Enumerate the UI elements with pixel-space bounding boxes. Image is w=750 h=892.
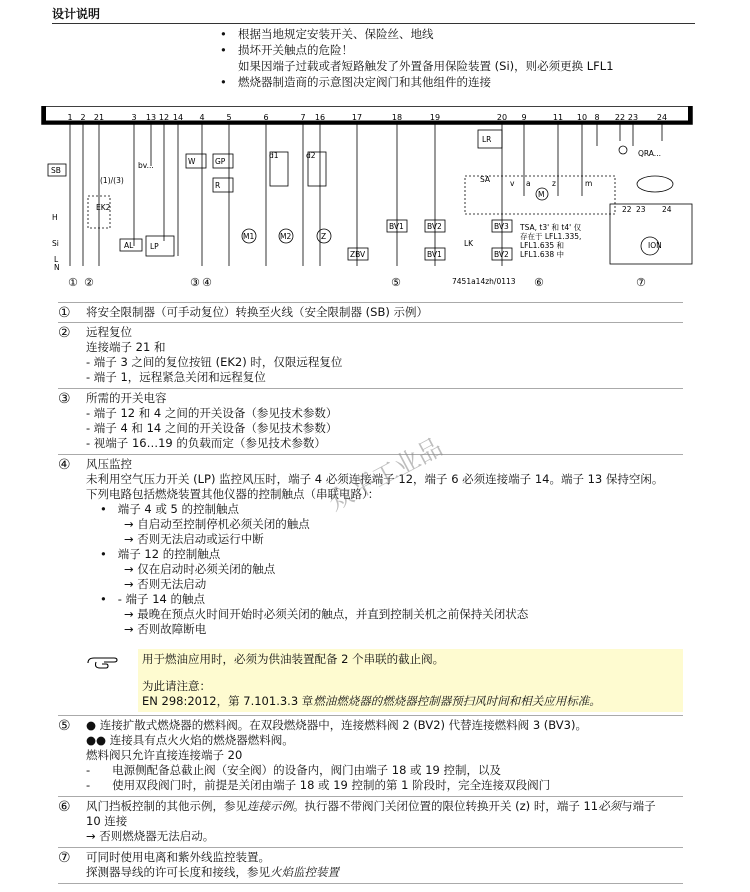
- section-title: 设计说明: [52, 7, 101, 21]
- terminal-label: 17: [351, 113, 363, 122]
- divider: [58, 847, 683, 848]
- row-text: - 端子 3 之间的复位按钮 (EK2) 时，仅限远程复位: [86, 355, 343, 369]
- label-qra: QRA...: [638, 149, 661, 158]
- row-text: 与端子: [621, 799, 656, 813]
- marker: ⑤: [391, 276, 401, 289]
- divider: [58, 454, 683, 455]
- note-text: EN 298:2012，第 7.101.3.3 章: [142, 694, 314, 708]
- note-link-text: 燃油燃烧器的燃烧器控制器预扫风时间和相关应用标准。: [313, 694, 601, 708]
- label-bv2-b: BV2: [494, 250, 509, 259]
- label-h: H: [52, 213, 58, 222]
- terminal-label: 23: [627, 113, 639, 122]
- cross-reference-link[interactable]: 连接示例: [247, 799, 293, 813]
- row-text: 探测器导线的许可长度和接线，参见: [86, 865, 270, 879]
- label-bv3: BV3: [494, 222, 509, 231]
- terminal-label: 9: [521, 113, 527, 122]
- label-ion: ION: [648, 241, 662, 250]
- row-text: 使用双段阀门时，前提是关闭由端子 18 或 19 控制的第 1 阶段时，完全连接双段阀门: [112, 778, 551, 792]
- note-reference: [142, 694, 601, 709]
- bullet-list: [220, 26, 700, 90]
- diagram-labels: [51, 135, 672, 286]
- row-dash-item: - 使用双段阀门时，前提是关闭由端子 18 或 19 控制的第 1 阶段时，完全连接双段阀门: [86, 778, 551, 792]
- row-text: 端子 4 或 5 的控制触点: [117, 502, 240, 516]
- label-si: Si: [52, 239, 59, 248]
- marker: ①: [68, 276, 78, 289]
- terminal-label: 6: [263, 113, 269, 122]
- note-text: 为此请注意：: [142, 679, 211, 693]
- row-number: ⑥: [58, 799, 71, 815]
- label-r: R: [215, 181, 221, 190]
- label-z2: z: [552, 179, 556, 188]
- terminal-label: 10: [576, 113, 588, 122]
- marker: ③: [190, 276, 200, 289]
- label-a: a: [526, 179, 531, 188]
- divider: [58, 302, 683, 303]
- terminal-label: 16: [314, 113, 326, 122]
- terminal-label: 22: [614, 113, 626, 122]
- divider: [58, 883, 683, 884]
- label-bv1: BV1: [389, 222, 404, 231]
- label-gp: GP: [215, 157, 226, 166]
- row-text: → 仅在启动时必须关闭的触点: [124, 562, 276, 576]
- label-m1: M1: [243, 232, 255, 241]
- terminal-label: 2: [80, 113, 86, 122]
- emphasis-text: 必须: [598, 799, 622, 813]
- row-text: → 自启动至控制停机必须关闭的触点: [124, 517, 310, 531]
- terminal-label: 3: [131, 113, 137, 122]
- label-sb: SB: [51, 166, 61, 175]
- terminal-label: 14: [172, 113, 184, 122]
- circled-markers: [68, 276, 646, 289]
- row-text: - 端子 1，远程紧急关闭和远程复位: [86, 370, 266, 384]
- terminal-label: 12: [158, 113, 170, 122]
- label-l: L: [54, 255, 59, 264]
- bullet-item: • 根据当地规定安装开关、保险丝、地线: [220, 26, 700, 42]
- row-number: ①: [58, 305, 71, 321]
- row-heading: 风压监控: [86, 457, 132, 471]
- terminal-label: 22: [622, 205, 632, 214]
- terminal-label: 18: [391, 113, 403, 122]
- label-lk: LK: [464, 239, 474, 248]
- label-ek2: EK2: [96, 203, 111, 212]
- label-z: Z: [321, 232, 327, 241]
- row-text: → 最晚在预点火时间开始时必须关闭的触点，并直到控制关机之前保持关闭状态: [124, 607, 529, 621]
- label-tsa: LFL1.638 中: [520, 250, 565, 259]
- row-text: 下列电路包括燃烧装置其他仪器的控制触点（串联电路）：: [86, 487, 380, 501]
- row-text: 将安全限制器（可手动复位）转换至火线（安全限制器 (SB) 示例）: [86, 305, 428, 319]
- row-text: → 否则无法启动或运行中断: [124, 532, 264, 546]
- terminal-label: 1: [67, 113, 73, 122]
- row-bullet: • 端子 12 的控制触点: [100, 547, 221, 561]
- row-text: 连接端子 21 和: [86, 340, 166, 354]
- row-text: 燃料阀只允许直接连接端子 20: [86, 748, 243, 762]
- row-text: → 否则故障断电: [124, 622, 207, 636]
- divider: [58, 715, 683, 716]
- watermark: 众平工业品: [323, 432, 448, 517]
- note-text: 用于燃油应用时，必须为供油装置配备 2 个串联的截止阀。: [142, 652, 445, 666]
- terminal-label: 24: [662, 205, 672, 214]
- row-text: 10 连接: [86, 814, 128, 828]
- divider: [58, 796, 683, 797]
- row-number: ⑤: [58, 718, 71, 734]
- marker: ④: [202, 276, 212, 289]
- row-number: ⑦: [58, 850, 71, 866]
- label-al: AL: [124, 241, 134, 250]
- label-m2: M2: [280, 232, 292, 241]
- label-motor-m: M: [538, 190, 545, 199]
- bullet-continuation: 如果因端子过载或者短路触发了外置备用保险装置 (Si)，则必须更换 LFL1: [238, 59, 614, 73]
- divider: [58, 322, 683, 323]
- label-w: W: [188, 157, 196, 166]
- row-text: - 视端子 16…19 的负载而定（参见技术参数）: [86, 436, 326, 450]
- row-number: ④: [58, 457, 71, 473]
- label-m: m: [585, 179, 593, 188]
- row-number: ③: [58, 391, 71, 407]
- bullet-item: • 燃烧器制造商的示意图决定阀门和其他组件的连接: [220, 74, 700, 90]
- header-divider: [52, 23, 695, 24]
- terminal-label: 19: [429, 113, 441, 122]
- label-v: v: [510, 179, 515, 188]
- divider: [58, 388, 683, 389]
- label-lp: LP: [150, 242, 159, 251]
- label-tsa: TSA, t3' 和 t4' 仅: [520, 223, 582, 232]
- label-ek2-note: (1)/(3): [100, 176, 124, 185]
- row-text: 电源侧配备总截止阀（安全阀）的设备内，阀门由端子 18 或 19 控制，以及: [112, 763, 501, 777]
- row-dash-item: - 电源侧配备总截止阀（安全阀）的设备内，阀门由端子 18 或 19 控制，以及: [86, 763, 501, 777]
- figure-reference: 7451a14zh/0113: [452, 277, 516, 286]
- terminal-label: 4: [199, 113, 205, 122]
- row-bullet: • - 端子 14 的触点: [100, 592, 205, 606]
- terminal-label: 20: [496, 113, 508, 122]
- row-number: ②: [58, 325, 71, 341]
- row-text: 端子 12 的控制触点: [117, 547, 221, 561]
- row-heading: 所需的开关电容: [86, 391, 167, 405]
- row-text: ●● 连接具有点火火焰的燃烧器燃料阀。: [86, 733, 294, 747]
- terminal-label: 8: [594, 113, 600, 122]
- row-text: → 否则燃烧器无法启动。: [86, 829, 215, 843]
- row-text: → 否则无法启动: [124, 577, 207, 591]
- row-bullet: • 端子 4 或 5 的控制触点: [100, 502, 240, 516]
- bullet-item: • 损坏开关触点的危险！: [220, 42, 700, 58]
- terminal-label: 7: [300, 113, 306, 122]
- pointing-hand-icon: [86, 654, 120, 670]
- terminal-label: 11: [552, 113, 564, 122]
- label-d1: d1: [269, 151, 279, 160]
- marker: ⑦: [636, 276, 646, 289]
- label-bv: bv...: [138, 161, 154, 170]
- terminal-label: 5: [226, 113, 232, 122]
- marker: ②: [84, 276, 94, 289]
- row-text: 可同时使用电离和紫外线监控装置。: [86, 850, 270, 864]
- row-text: - 端子 14 的触点: [117, 592, 205, 606]
- row-text: ● 连接扩散式燃烧器的燃料阀。在双段燃烧器中，连接燃料阀 2 (BV2) 代替连接燃料阀 3 (BV3)。: [86, 718, 587, 732]
- label-lr: LR: [482, 135, 492, 144]
- row-text: 风门挡板控制的其他示例，参见: [86, 799, 247, 813]
- cross-reference-link[interactable]: 火焰监控装置: [270, 865, 339, 879]
- row-text: - 端子 4 和 14 之间的开关设备（参见技术参数）: [86, 421, 338, 435]
- label-n: N: [54, 263, 60, 272]
- row-text: - 端子 12 和 4 之间的开关设备（参见技术参数）: [86, 406, 338, 420]
- label-tsa: 存在于 LFL1.335,: [520, 232, 582, 241]
- row-heading: 远程复位: [86, 325, 132, 339]
- row-text: [86, 865, 683, 880]
- row-text: [86, 799, 683, 814]
- label-zbv: ZBV: [350, 250, 366, 259]
- row-text: 。执行器不带阀门关闭位置的限位转换开关 (z) 时，端子 11: [293, 799, 599, 813]
- label-sa: SA: [480, 175, 491, 184]
- label-bv1-b: BV1: [427, 250, 442, 259]
- row-text: 未利用空气压力开关 (LP) 监控风压时，端子 4 必须连接端子 12，端子 6 必须连接端子 14。端子 13 保持空闲。: [86, 472, 664, 486]
- wiring-diagram: [40, 106, 694, 292]
- label-bv2: BV2: [427, 222, 442, 231]
- marker: ⑥: [534, 276, 544, 289]
- terminal-label: 21: [93, 113, 105, 122]
- terminal-label: 13: [145, 113, 157, 122]
- label-tsa: LFL1.635 和: [520, 241, 565, 250]
- terminal-label: 23: [636, 205, 646, 214]
- terminal-label: 24: [656, 113, 668, 122]
- label-d2: d2: [306, 151, 316, 160]
- oil-warning-note: [138, 649, 683, 712]
